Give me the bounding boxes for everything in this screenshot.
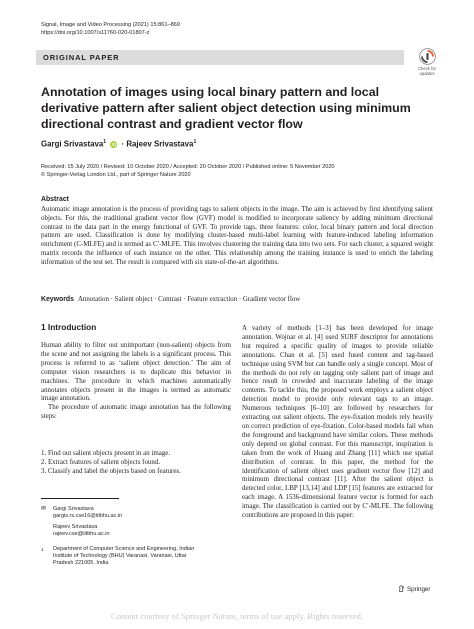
check-for-updates-label-1: Check for — [418, 66, 436, 71]
keywords-label: Keywords — [41, 296, 74, 303]
article-type-badge — [36, 50, 404, 65]
paper-title: Annotation of images using local binary pattern and local derivative pattern after salient object detection using minimum directional contrast and gradient vector flow — [41, 85, 411, 131]
list-item: 2. Extract features of salient objects found. — [41, 457, 161, 466]
check-for-updates-label-2: updates — [419, 71, 435, 76]
affiliation-number: 1 — [41, 547, 44, 552]
email-link[interactable]: gargis.rs.cse16@iitbhu.ac.in — [53, 513, 123, 520]
affiliation-line: Department of Computer Science and Engineering, Indian — [53, 546, 195, 552]
publisher-logo — [398, 585, 430, 593]
publication-dates — [41, 163, 335, 180]
list-item: 1. Find out salient objects present in an image. — [41, 449, 171, 457]
courtesy-watermark: Content courtesy of Springer Nature, terms of use apply. Rights reserved. — [110, 611, 364, 621]
history-dates: Received: 15 July 2020 / Revised: 10 October 2020 / Accepted: 20 October 2020 / Published online: 5 November 2020 — [41, 164, 335, 170]
list-item: 3. Classify and label the objects based on features. — [41, 466, 181, 475]
check-for-updates-button[interactable] — [412, 48, 442, 76]
journal-citation: Signal, Image and Video Processing (2021) 15:861–869 — [41, 22, 180, 28]
author-name[interactable]: Gargi Srivastava — [41, 139, 104, 149]
article-type-label: ORIGINAL PAPER — [43, 53, 120, 62]
section-heading: 1 Introduction — [41, 322, 97, 332]
mail-icon: ✉ — [41, 506, 47, 512]
coauthor-name: Rajeev Srivastava — [53, 524, 98, 530]
intro-paragraph: The procedure of automatic image annotation has the following steps: — [41, 403, 231, 421]
affiliation-marker: 1 — [103, 139, 107, 145]
intro-paragraph: Human ability to filter out unimportant (non-salient) objects from the scene and not assigning the labels is a significant process. This process is referred to as ‘salient object detection.’ The aim of computer vision researchers is to duplicate this behavior in machines. The procedure in which machines automatically annotates objects present in the images is termed as automatic image annotation. — [41, 341, 231, 403]
email-link[interactable]: rajeev.cse@iitbhu.ac.in — [53, 531, 110, 538]
keywords-list: Annotation · Salient object · Contrast · Feature extraction · Gradient vector flow — [77, 296, 301, 303]
affiliation-marker: 1 — [193, 139, 197, 145]
abstract-text: Automatic image annotation is the process of providing tags to salient objects in the image. The aim is achieved by first identifying salient objects. For this, the traditional gradient vector flow (GVF) model is modified to incorporate saliency by adding minimum directional contrast to the data part in the energy functional of GVF. To provide tags, three features: color, local binary pattern and local direction pattern are used. Classification is done by modifying cluster-based multi-label learning with feature-induced labeling information enrichment (C-MLFE) and is termed as C′-MLFE. This involves clustering the training data into two sets. For each cluster, a squared weight matrix records the influence of each instance on the other. This relationship among the training instance is used to enrich the labeling information of the test set. The result is compared with six state-of-the-art algorithms. — [41, 205, 433, 266]
keywords-line — [41, 295, 433, 304]
footnote-divider — [41, 498, 119, 499]
corresponding-author-name: Gargi Srivastava — [53, 506, 94, 512]
author-name[interactable]: Rajeev Srivastava — [126, 139, 194, 149]
check-for-updates-icon — [419, 48, 436, 65]
journal-info — [41, 21, 180, 38]
orcid-icon[interactable]: iD — [111, 141, 117, 147]
left-column — [41, 341, 231, 421]
publisher-name: Springer — [407, 586, 431, 593]
right-column: A variety of methods [1–3] has been developed for image annotation. Wojnar et al. [4] used SURF descriptor for annotations but required a specific quality of images to provide reliable annotations. Chan et al. [5] used fused content and tag-based technique using SVM but can handle only a single concept. Most of the methods do not rely on tagging only salient part of image and hence result in crowded and inaccurate labeling of the image contents. To tackle this, the proposed work employs a salient object detection model to provide only relevant tags to an image. Numerous techniques [6–10] are followed by researchers for extracting out salient objects. The eye-fixation models rely heavily on correct prediction of eye-fixation. Color-based models fail when the foreground and background have similar colors. These methods only depend on global contrast. For this manuscript, inspiration is taken from the work of Huang and Zhang [11] which use spatial distribution of contrast. In this paper, the method for the identification of salient object uses gradient vector flow [12] and minimum directional contrast [11]. After the salient object is detected color, LBP [13,14] and LDP [15] features are extracted for each image. A 1536-dimensional feature vector is formed for each image. The classification is carried out by C′-MLFE. The following contributions are proposed in this paper: — [242, 324, 433, 520]
affiliation-line: Institute of Technology (BHU) Varanasi, Varanasi, Uttar — [53, 553, 187, 560]
steps-list — [41, 449, 241, 476]
doi-link[interactable]: https://doi.org/10.1007/s11760-020-01807-z — [41, 30, 150, 37]
author-separator: · — [121, 139, 125, 149]
springer-horse-icon — [398, 585, 405, 592]
copyright-line: © Springer-Verlag London Ltd., part of Springer Nature 2020 — [41, 172, 191, 179]
author-line — [41, 139, 196, 149]
abstract-heading: Abstract — [41, 196, 69, 203]
affiliation-line: Pradesh 221005, India — [53, 560, 109, 567]
